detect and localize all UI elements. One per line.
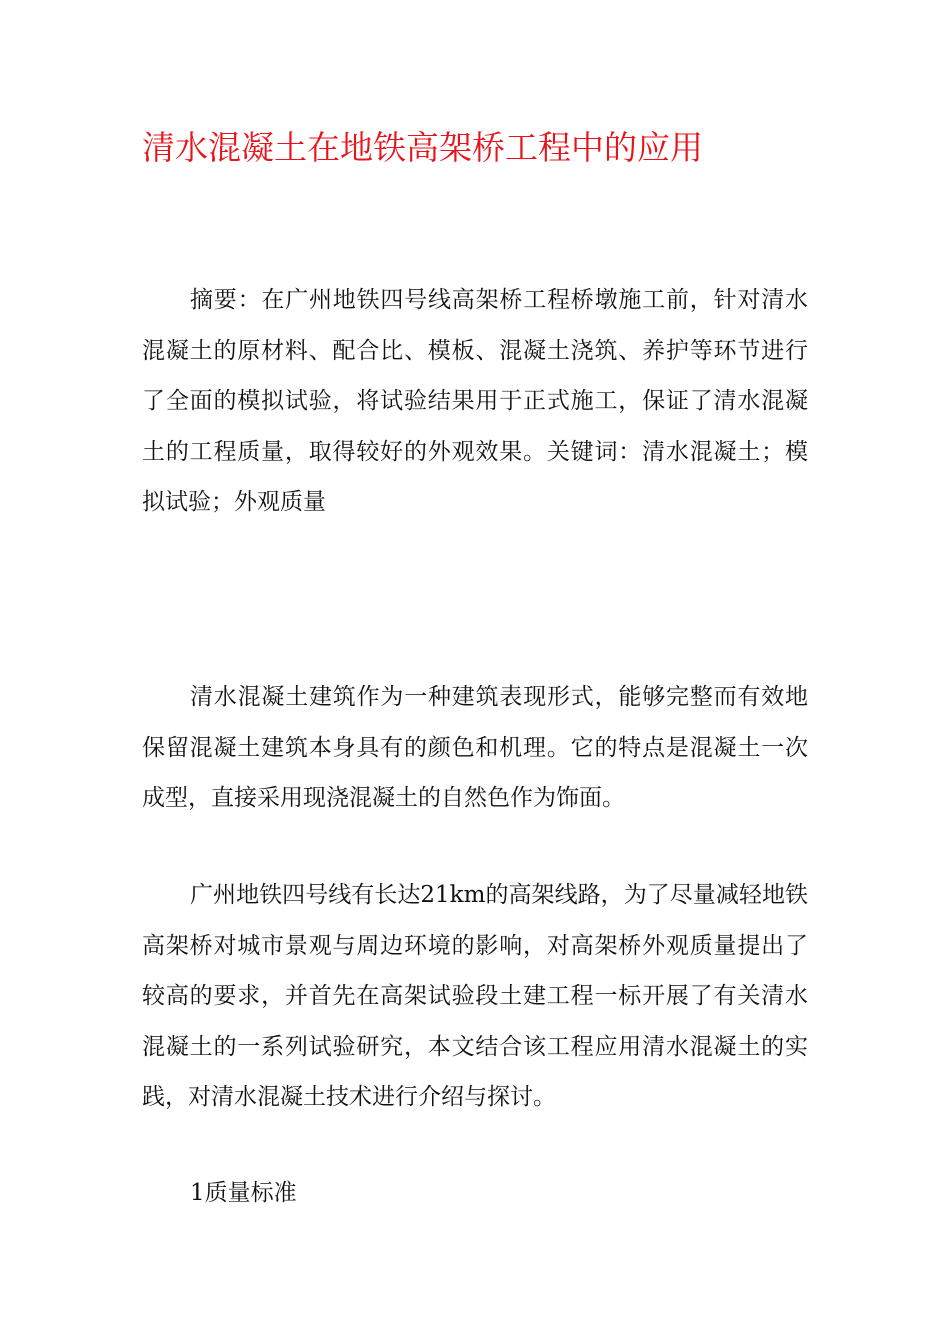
document-title: 清水混凝土在地铁高架桥工程中的应用: [142, 128, 703, 167]
abstract-paragraph: 摘要：在广州地铁四号线高架桥工程桥墩施工前，针对清水混凝土的原材料、配合比、模板、混凝土浇筑、养护等环节进行了全面的模拟试验，将试验结果用于正式施工，保证了清水混凝土的工程质量，取得较好的外观效果。关键词：清水混凝土；模拟试验；外观质量: [142, 287, 808, 515]
section-heading: 1质量标准: [190, 1180, 297, 1206]
body-paragraph-1: 清水混凝土建筑作为一种建筑表现形式，能够完整而有效地保留混凝土建筑本身具有的颜色和机理。它的特点是混凝土一次成型，直接采用现浇混凝土的自然色作为饰面。: [142, 684, 808, 811]
body-paragraph-2: 广州地铁四号线有长达21km的高架线路，为了尽量减轻地铁高架桥对城市景观与周边环境的影响，对高架桥外观质量提出了较高的要求，并首先在高架试验段土建工程一标开展了有关清水混凝土的一系列试验研究，本文结合该工程应用清水混凝土的实践，对清水混凝土技术进行介绍与探讨。: [142, 882, 808, 1110]
